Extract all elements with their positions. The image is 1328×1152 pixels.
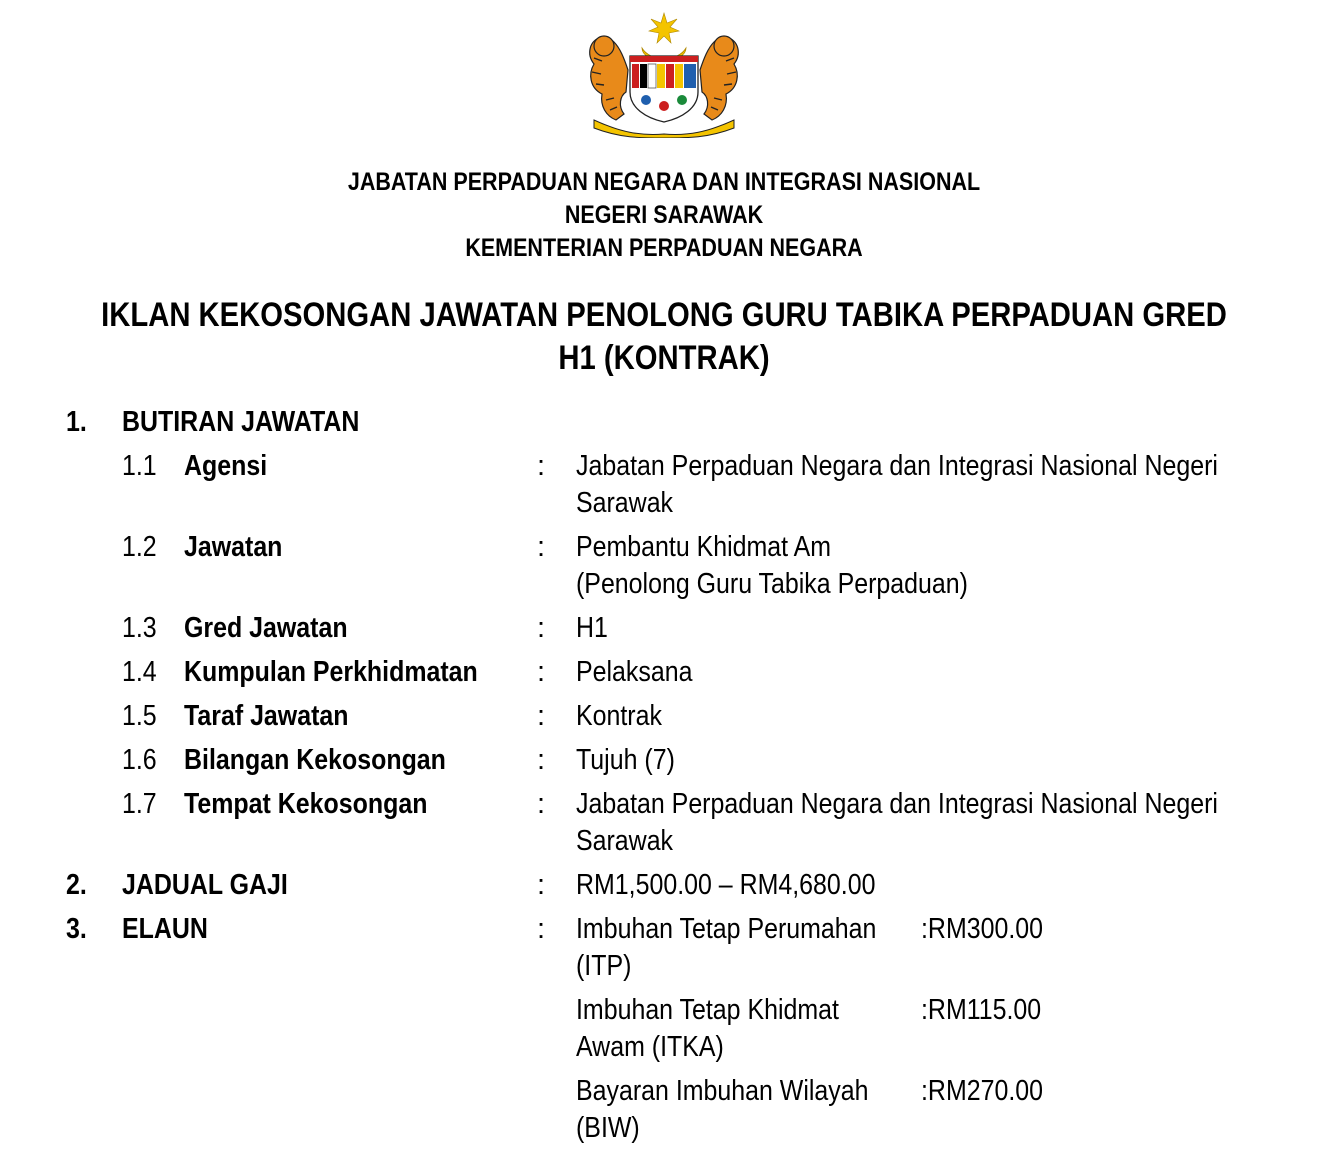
item-1-6-number: 1.6 — [122, 744, 157, 776]
item-1-2-value-line-1: Pembantu Khidmat Am — [576, 531, 832, 563]
item-1-3-colon: : — [537, 612, 546, 644]
item-1-3-label: Gred Jawatan — [184, 612, 348, 644]
item-1-7-number: 1.7 — [122, 788, 157, 820]
item-1-4-number: 1.4 — [122, 656, 157, 688]
allowance-1-name-line-2: (ITP) — [576, 950, 632, 982]
salary-range-value: RM1,500.00 – RM4,680.00 — [576, 869, 876, 901]
item-1-1-number: 1.1 — [122, 450, 157, 482]
item-1-4-label: Kumpulan Perkhidmatan — [184, 656, 478, 688]
item-1-7-value-line-1: Jabatan Perpaduan Negara dan Integrasi Nasional Negeri — [576, 788, 1218, 820]
item-1-5-label: Taraf Jawatan — [184, 700, 349, 732]
section-2-colon: : — [537, 869, 546, 901]
item-1-1-value-line-2: Sarawak — [576, 487, 674, 519]
item-1-5-number: 1.5 — [122, 700, 157, 732]
item-1-6-colon: : — [537, 744, 546, 776]
allowance-3-name-line-1: Bayaran Imbuhan Wilayah — [576, 1075, 869, 1107]
ad-title-line-1: IKLAN KEKOSONGAN JAWATAN PENOLONG GURU TABIKA PERPADUAN GRED — [101, 296, 1227, 334]
section-2-title: JADUAL GAJI — [122, 869, 288, 901]
allowance-2-name-line-2: Awam (ITKA) — [576, 1031, 724, 1063]
section-1-number: 1. — [66, 406, 87, 438]
item-1-2-number: 1.2 — [122, 531, 157, 563]
item-1-2-value-line-2: (Penolong Guru Tabika Perpaduan) — [576, 568, 968, 600]
ad-title-line-2: H1 (KONTRAK) — [558, 339, 770, 377]
item-1-3-number: 1.3 — [122, 612, 157, 644]
item-1-2-colon: : — [537, 531, 546, 563]
allowance-3-name-line-2: (BIW) — [576, 1112, 640, 1144]
org-line-2: NEGERI SARAWAK — [564, 201, 764, 229]
org-line-3: KEMENTERIAN PERPADUAN NEGARA — [465, 234, 863, 262]
item-1-4-value: Pelaksana — [576, 656, 693, 688]
item-1-7-colon: : — [537, 788, 546, 820]
org-line-1: JABATAN PERPADUAN NEGARA DAN INTEGRASI NASIONAL — [347, 168, 981, 196]
item-1-6-value: Tujuh (7) — [576, 744, 675, 776]
item-1-1-label: Agensi — [184, 450, 268, 482]
item-1-7-label: Tempat Kekosongan — [184, 788, 428, 820]
allowance-2-name-line-1: Imbuhan Tetap Khidmat — [576, 994, 839, 1026]
section-1-title: BUTIRAN JAWATAN — [122, 406, 360, 438]
item-1-2-label: Jawatan — [184, 531, 283, 563]
item-1-5-colon: : — [537, 700, 546, 732]
item-1-6-label: Bilangan Kekosongan — [184, 744, 446, 776]
item-1-4-colon: : — [537, 656, 546, 688]
allowance-2-amount: :RM115.00 — [921, 994, 1042, 1026]
item-1-1-value-line-1: Jabatan Perpaduan Negara dan Integrasi Nasional Negeri — [576, 450, 1218, 482]
allowance-1-amount: :RM300.00 — [921, 913, 1043, 945]
item-1-7-value-line-2: Sarawak — [576, 825, 674, 857]
item-1-1-colon: : — [537, 450, 546, 482]
item-1-3-value: H1 — [576, 612, 608, 644]
section-3-colon: : — [537, 913, 546, 945]
section-3-title: ELAUN — [122, 913, 208, 945]
section-2-number: 2. — [66, 869, 87, 901]
allowance-3-amount: :RM270.00 — [921, 1075, 1043, 1107]
section-3-number: 3. — [66, 913, 87, 945]
item-1-5-value: Kontrak — [576, 700, 662, 732]
allowance-1-name-line-1: Imbuhan Tetap Perumahan — [576, 913, 877, 945]
coat-of-arms-logo — [580, 10, 748, 138]
